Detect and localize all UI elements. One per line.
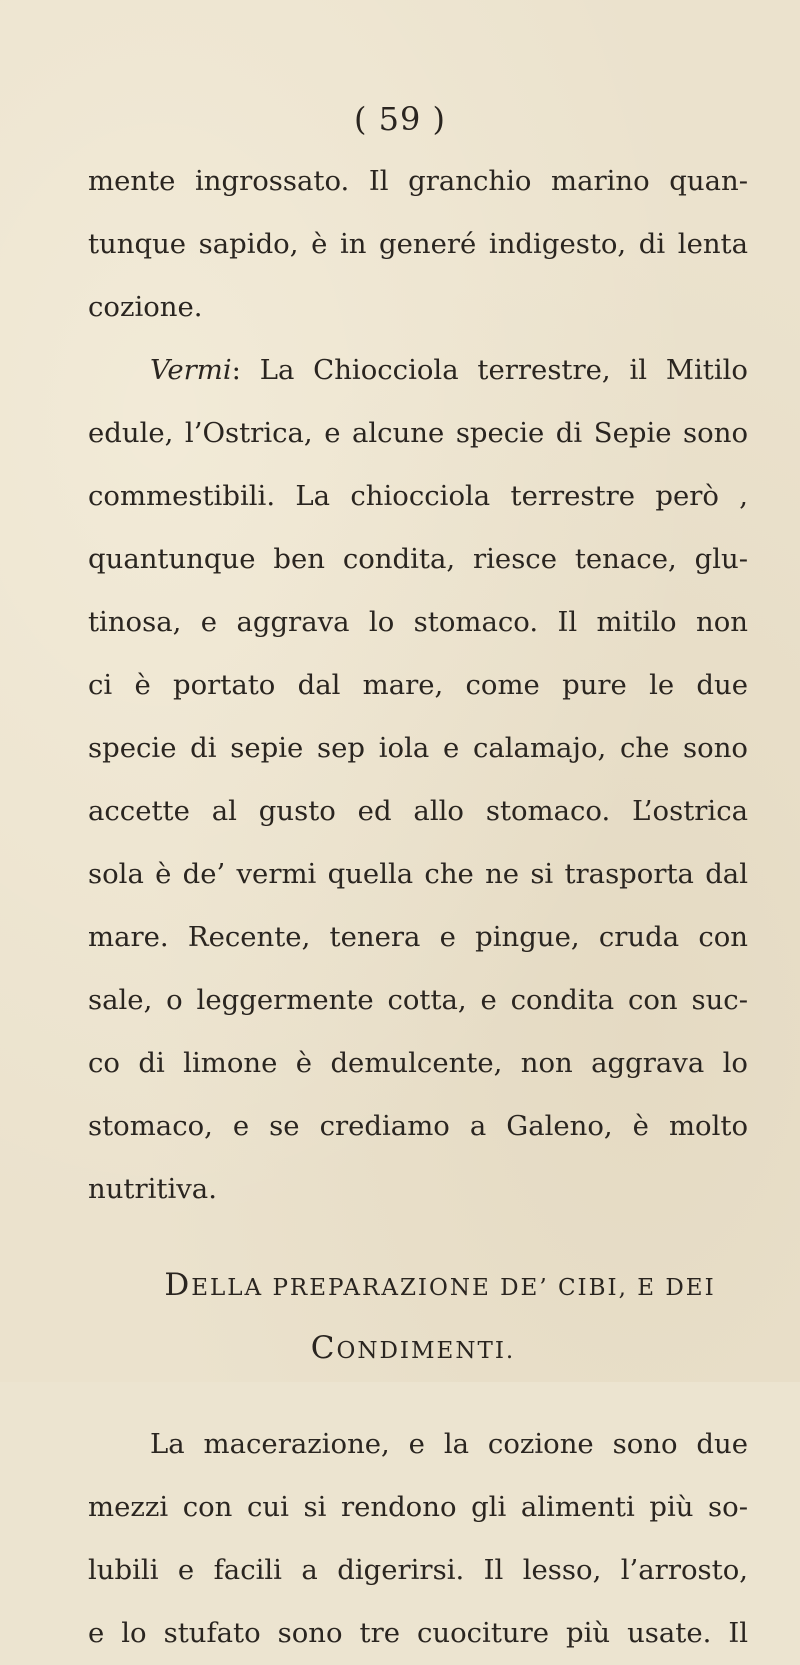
heading-initial: C (310, 1330, 337, 1366)
heading-text: ELLA PREPARAZIONE DE’ CIBI, E DEI (191, 1275, 716, 1301)
text-line: edule, l’Ostrica, e alcune specie di Sepie sono (88, 417, 748, 449)
text-line: specie di sepie sep iola e calamajo, che sono (88, 732, 748, 764)
text-line: co di limone è demulcente, non aggrava lo (88, 1047, 748, 1079)
text-line: tunque sapido, è in generé indigesto, di lenta (88, 228, 748, 260)
text-line: ci è portato dal mare, come pure le due (88, 669, 748, 701)
heading-initial: D (164, 1267, 192, 1303)
text-line: La macerazione, e la cozione sono due (150, 1428, 748, 1460)
paragraph-3 (88, 1413, 748, 1665)
text-line: lubili e facili a digerirsi. Il lesso, l’arrosto, (88, 1554, 748, 1586)
text-line: mente ingrossato. Il granchio marino quan- (88, 165, 748, 197)
heading-line (88, 1254, 748, 1317)
text-line: quantunque ben condita, riesce tenace, glu- (88, 543, 748, 575)
text-line: stomaco, e se crediamo a Galeno, è molto (88, 1110, 748, 1142)
text-line: mezzi con cui si rendono gli alimenti più so- (88, 1491, 748, 1523)
text-line: e lo stufato sono tre cuociture più usate. Il (88, 1617, 748, 1649)
paragraph-2 (88, 339, 748, 1221)
text-line: sale, o leggermente cotta, e condita con suc- (88, 984, 748, 1016)
text-line (88, 339, 748, 402)
lead-line-rest: : La Chiocciola terrestre, il Mitilo (231, 354, 748, 386)
paragraph-1 (88, 150, 748, 339)
page-text (88, 150, 748, 1665)
text-line: sola è de’ vermi quella che ne si trasporta dal (88, 858, 748, 890)
text-line: tinosa, e aggrava lo stomaco. Il mitilo non (88, 606, 748, 638)
text-line: accette al gusto ed allo stomaco. L’ostrica (88, 795, 748, 827)
heading-line (88, 1317, 748, 1380)
section-heading (88, 1254, 748, 1380)
spacer (88, 1221, 748, 1254)
lead-word: Vermi (150, 354, 232, 386)
text-line: cozione. (88, 291, 203, 323)
text-line: nutritiva. (88, 1173, 217, 1205)
page-number: ( 59 ) (353, 100, 447, 138)
text-line: commestibili. La chiocciola terrestre però , (88, 480, 748, 512)
spacer (88, 1380, 748, 1413)
heading-text: ONDIMENTI. (336, 1338, 516, 1364)
text-line: mare. Recente, tenera e pingue, cruda con (88, 921, 748, 953)
